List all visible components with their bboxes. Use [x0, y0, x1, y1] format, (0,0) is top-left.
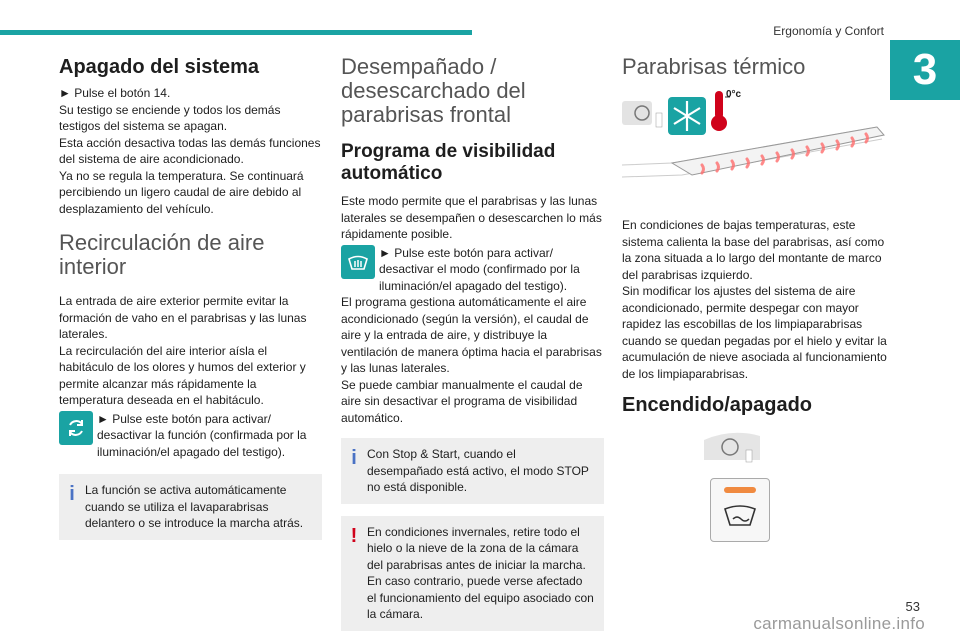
heading-on-off: Encendido/apagado: [622, 394, 813, 416]
info-note: [341, 438, 604, 504]
paragraph: La entrada de aire exterior permite evitar la formación de vaho en el parabrisas y las lunas laterales.: [59, 294, 307, 341]
paragraph: El programa gestiona automáticamente el aire acondicionado (según la versión), el caudal de aire y la entrada de aire, y distribuye la ventilación de manera óptima hacia el parabrisas y las lunas laterales.: [341, 295, 602, 375]
temperature-label: 0°c: [726, 89, 742, 100]
page-number: 53: [905, 599, 920, 614]
heated-windscreen-icon: [723, 503, 757, 529]
paragraph: Esta acción desactiva todas las demás funciones del sistema de aire acondicionado.: [59, 135, 321, 166]
column-left: [59, 55, 322, 540]
paragraph: Su testigo se enciende y todos los demás testigos del sistema se apagan.: [59, 102, 281, 133]
heated-windscreen-button: [710, 478, 770, 542]
column-middle: [341, 55, 604, 631]
paragraph: La recirculación del aire interior aísla el habitáculo de los olores y humos del exterior y permite alcanzar más rápidamente la temperatura deseada en el habitáculo.: [59, 343, 306, 407]
warning-note: [341, 516, 604, 631]
info-icon: i: [351, 447, 357, 469]
paragraph: Este modo permite que el parabrisas y las lunas laterales se desempañen o desescarchen lo más rápidamente posible.: [341, 194, 602, 241]
paragraph: ► Pulse el botón 14.: [59, 86, 171, 100]
paragraph: Ya no se regula la temperatura. Se continuará percibiendo un ligero caudal de aire debido al desplazamiento del vehículo.: [59, 168, 304, 216]
steering-wheel-location-icon: [702, 430, 762, 464]
heading-system-off: Apagado del sistema: [59, 56, 260, 78]
heading-demist: Desempañado / desescarchado del parabrisas frontal: [341, 54, 526, 127]
note-text: En caso contrario, puede verse afectado el funcionamiento del equipo asociado con la cámara.: [367, 574, 594, 621]
windscreen-defrost-icon: [341, 245, 375, 279]
paragraph: En condiciones de bajas temperaturas, este sistema calienta la base del parabrisas, así como la zona situada a lo largo del montante de marco del parabrisas izquierdo.: [622, 218, 885, 282]
paragraph: Se puede cambiar manualmente el caudal de aire sin desactivar el programa de visibilidad automático.: [341, 377, 583, 425]
info-icon: i: [69, 483, 75, 505]
heading-recirculation: Recirculación de aire interior: [59, 230, 265, 279]
chapter-number: 3: [890, 40, 960, 100]
heading-visibility-program: Programa de visibilidad automático: [341, 141, 556, 184]
paragraph: ► Pulse este botón para activar/ desactivar la función (confirmada por la iluminación/el apagado del testigo).: [97, 411, 307, 459]
info-note: [59, 474, 322, 540]
watermark: carmanualsonline.info: [753, 614, 925, 633]
section-header: Ergonomía y Confort: [773, 24, 884, 38]
note-text: Con Stop & Start, cuando el desempañado está activo, el modo STOP no está disponible.: [367, 447, 589, 494]
thermometer-icon: [711, 115, 727, 131]
warning-icon: !: [350, 524, 358, 547]
column-right: [622, 55, 887, 542]
heading-heated-windscreen: Parabrisas térmico: [622, 54, 806, 79]
paragraph: ► Pulse este botón para activar/ desactivar el modo (confirmado por la iluminación/el apagado del testigo).: [379, 245, 580, 293]
heated-windscreen-illustration: [622, 87, 887, 207]
recirculation-icon: [59, 411, 93, 445]
header-accent-bar: [0, 30, 472, 35]
note-text: En condiciones invernales, retire todo el hielo o la nieve de la zona de la cámara del parabrisas antes de iniciar la marcha.: [367, 524, 586, 572]
paragraph: Sin modificar los ajustes del sistema de aire acondicionado, permite despegar con mayor rapidez las escobillas de los limpiaparabrisas cuando se quedan pegadas por el hielo y evitar la acumulación de nieve asociada al funcionamiento de los limpiaparabrisas.: [622, 284, 887, 381]
indicator-light: [724, 487, 756, 493]
note-text: La función se activa automáticamente cuando se utiliza el lavaparabrisas delantero o se introduce la marcha atrás.: [85, 483, 304, 530]
